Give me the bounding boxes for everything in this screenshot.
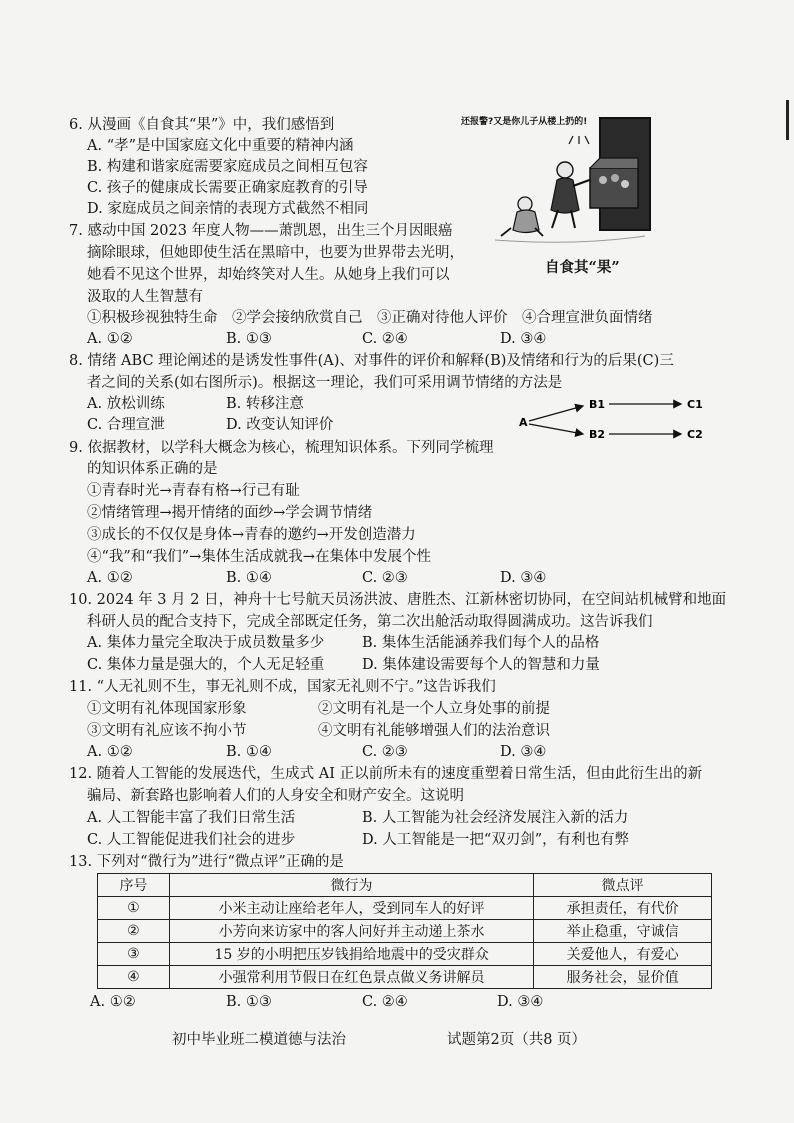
footer-exam-title: 初中毕业班二模道德与法治 [172, 1032, 346, 1048]
q10-choice-b: B. 集体生活能涵养我们每个人的品格 [362, 635, 600, 651]
table-cell: 小米主动让座给老年人，受到同车人的好评 [169, 897, 533, 920]
q7-line-1: 7. 感动中国 2023 年度人物——萧凯恩，出生三个月因眼癌 [69, 223, 453, 239]
table-cell: 服务社会，显价值 [534, 966, 712, 989]
q11-stem: 11. “人无礼则不生，事无礼则不成，国家无礼则不宁。”这告诉我们 [69, 679, 496, 695]
q10-line-2: 科研人员的配合支持下，完成全部既定任务，第二次出舱活动取得圆满成功。这告诉我们 [87, 614, 653, 630]
q13-choice-c: C. ②④ [362, 994, 408, 1010]
q7-line-4: 汲取的人生智慧有 [87, 289, 203, 305]
cartoon-speech: 还报警?又是你儿子从楼上扔的! [461, 117, 588, 127]
q7-line-2: 摘除眼球，但她即使生活在黑暗中，也要为世界带去光明， [87, 245, 464, 261]
q9-line-1: 9. 依据教材，以学科大概念为核心，梳理知识体系。下列同学梳理 [69, 440, 494, 456]
footer-page-number: 试题第2页（共8 页） [447, 1032, 587, 1048]
q12-choice-c: C. 人工智能促进我们社会的进步 [87, 832, 296, 848]
q13-choice-a: A. ①② [90, 994, 136, 1010]
q9-line-2: 的知识体系正确的是 [87, 461, 218, 477]
q8-choice-a: A. 放松训练 [87, 396, 165, 412]
q11-choice-c: C. ②③ [362, 744, 408, 760]
q7-choice-c: C. ②④ [362, 331, 408, 347]
q11-item-4: ④文明有礼能够增强人们的法治意识 [318, 723, 550, 739]
q12-choice-a: A. 人工智能丰富了我们日常生活 [87, 810, 296, 826]
q11-choice-b: B. ①④ [226, 744, 272, 760]
q9-choice-b: B. ①④ [226, 570, 272, 586]
q11-item-1: ①文明有礼体现国家形象 [87, 701, 247, 717]
table-row [98, 966, 712, 989]
table-row [98, 920, 712, 943]
table-cell: ③ [98, 943, 170, 966]
q11-choice-a: A. ①② [87, 744, 133, 760]
table-cell: 小强常利用节假日在红色景点做义务讲解员 [169, 966, 533, 989]
table-header-row [98, 874, 712, 897]
q10-choice-c: C. 集体力量是强大的，个人无足轻重 [87, 657, 325, 673]
q6-option-d: D. 家庭成员之间亲情的表现方式截然不相同 [87, 201, 369, 217]
q10-line-1: 10. 2024 年 3 月 2 日，神舟十七号航天员汤洪波、唐胜杰、江新林密切协同，在空间站机械臂和地面 [69, 592, 727, 608]
diagram-label-a: A [519, 416, 528, 429]
q11-item-3: ③文明有礼应该不拘小节 [87, 723, 247, 739]
q9-choice-d: D. ③④ [500, 570, 547, 586]
table-cell: 举止稳重，守诚信 [534, 920, 712, 943]
q12-choice-d: D. 人工智能是一把“双刃剑”，有利也有弊 [362, 832, 630, 848]
q7-items: ①积极珍视独特生命 ②学会接纳欣赏自己 ③正确对待他人评价 ④合理宣泄负面情绪 [87, 310, 653, 326]
q11-item-2: ②文明有礼是一个人立身处事的前提 [318, 701, 550, 717]
table-header-number: 序号 [98, 874, 170, 897]
table-cell: ② [98, 920, 170, 943]
q7-line-3: 她看不见这个世界，却始终笑对人生。从她身上我们可以 [87, 267, 450, 283]
table-row [98, 897, 712, 920]
q8-line-1: 8. 情绪 ABC 理论阐述的是诱发性事件(A)、对事件的评价和解释(B)及情绪和行为的后果(C)三 [69, 353, 674, 369]
table-header-comment: 微点评 [534, 874, 712, 897]
q12-line-1: 12. 随着人工智能的发展迭代，生成式 AI 正以前所未有的速度重塑着日常生活，但由此衍生出的新 [69, 766, 703, 782]
diagram-label-b2: B2 [589, 428, 606, 441]
q9-item-3: ③成长的不仅仅是身体→青春的邀约→开发创造潜力 [87, 527, 416, 543]
q9-item-4: ④“我”和“我们”→集体生活成就我→在集体中发展个性 [87, 549, 431, 565]
table-cell: ① [98, 897, 170, 920]
q13-table [97, 873, 712, 989]
q9-choice-a: A. ①② [87, 570, 133, 586]
q8-choice-c: C. 合理宣泄 [87, 417, 165, 433]
q8-choice-b: B. 转移注意 [226, 396, 304, 412]
abc-theory-diagram [515, 390, 725, 450]
q11-choice-d: D. ③④ [500, 744, 547, 760]
q9-item-1: ①青春时光→青春有格→行己有耻 [87, 483, 300, 499]
q7-choice-a: A. ①② [87, 331, 133, 347]
q12-line-2: 骗局、新套路也影响着人们的人身安全和财产安全。这说明 [87, 788, 464, 804]
cartoon-caption: 自食其“果” [545, 259, 620, 276]
q13-stem: 13. 下列对“微行为”进行“微点评”正确的是 [69, 854, 344, 870]
q7-choice-d: D. ③④ [500, 331, 547, 347]
diagram-label-c1: C1 [687, 398, 703, 411]
q10-choice-a: A. 集体力量完全取决于成员数量多少 [87, 635, 325, 651]
q9-choice-c: C. ②③ [362, 570, 408, 586]
diagram-label-b1: B1 [589, 398, 606, 411]
table-row [98, 943, 712, 966]
diagram-label-c2: C2 [687, 428, 703, 441]
q6-option-a: A. “孝”是中国家庭文化中重要的精神内涵 [87, 138, 354, 154]
scan-edge-mark [786, 100, 789, 140]
q13-choice-b: B. ①③ [226, 994, 272, 1010]
table-cell: 承担责任，有代价 [534, 897, 712, 920]
q12-choice-b: B. 人工智能为社会经济发展注入新的活力 [362, 810, 629, 826]
q6-option-c: C. 孩子的健康成长需要正确家庭教育的引导 [87, 180, 368, 196]
q6-option-b: B. 构建和谐家庭需要家庭成员之间相互包容 [87, 159, 368, 175]
q10-choice-d: D. 集体建设需要每个人的智慧和力量 [362, 657, 600, 673]
q8-choice-d: D. 改变认知评价 [226, 417, 334, 433]
q13-choice-d: D. ③④ [497, 994, 544, 1010]
cartoon-illustration [455, 100, 655, 250]
q8-line-2: 者之间的关系(如右图所示)。根据这一理论，我们可采用调节情绪的方法是 [87, 375, 563, 391]
table-header-behavior: 微行为 [169, 874, 533, 897]
table-cell: 15 岁的小明把压岁钱捐给地震中的受灾群众 [169, 943, 533, 966]
q6-stem: 6. 从漫画《自食其“果”》中，我们感悟到 [69, 117, 335, 133]
q7-choice-b: B. ①③ [226, 331, 272, 347]
q9-item-2: ②情绪管理→揭开情绪的面纱→学会调节情绪 [87, 505, 373, 521]
table-cell: 关爱他人，有爱心 [534, 943, 712, 966]
table-cell: 小芳向来访家中的客人问好并主动递上茶水 [169, 920, 533, 943]
table-cell: ④ [98, 966, 170, 989]
